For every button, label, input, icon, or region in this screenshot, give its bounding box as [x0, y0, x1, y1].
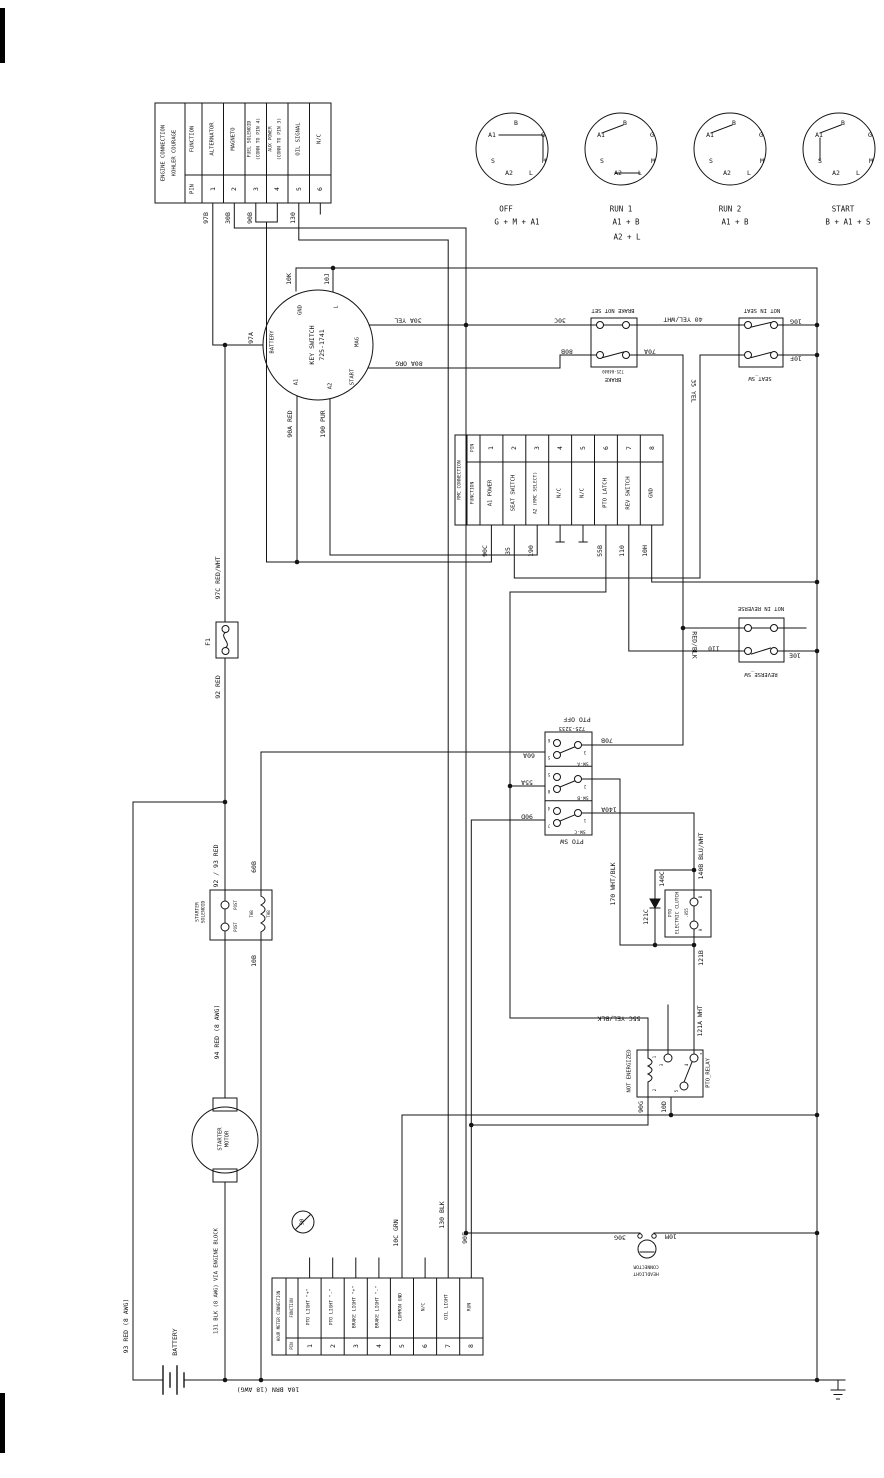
wire-label-131-blk: 131 BLK (8 AWG) VIA ENGINE BLOCK [213, 1228, 220, 1334]
reverse-switch [739, 618, 784, 662]
hour-meter-pin: 6 [420, 1344, 429, 1348]
clutch-name1: PTO [668, 908, 674, 918]
splice-90-label: 90 [299, 1218, 306, 1226]
legend-mode-label: RUN 2 [718, 204, 742, 214]
wire-label-90a-red: 90A RED [285, 410, 294, 438]
wire-label-10f: 10F [790, 354, 802, 363]
relay-terminal-plus: + [699, 1051, 703, 1056]
key-switch-terminal-battery: BATTERY [269, 330, 276, 354]
wire-label-30c: 30C [554, 316, 566, 325]
engine-table-title2: KOHLER COURAGE [171, 129, 178, 177]
pto-section-c: SW-C [574, 828, 586, 834]
pto-relay-state: NOT ENERGIZED [626, 1049, 633, 1093]
wire-label-35: 35 [503, 547, 512, 555]
wire-label-93-red: 93 RED (8 AWG) [121, 1298, 130, 1354]
wire-label-10b: 10B [249, 955, 258, 967]
brake-switch-name: BRAKE [604, 375, 622, 382]
pto-terminal: 6 [547, 738, 551, 743]
pto-switch-part: 725-3233 [558, 724, 586, 731]
rmc-pin: 1 [487, 446, 496, 450]
engine-function2: (CONN TO PIN 4) [256, 117, 262, 161]
legend-terminal-a2: A2 [832, 168, 840, 177]
relay-terminal-4: 4 [684, 1063, 689, 1067]
wire-label-30a-yel: 30A YEL [394, 316, 422, 325]
headlight-label2: CONNECTOR [633, 1263, 659, 1269]
brake-switch-caption: BRAKE NOT SET [591, 306, 635, 313]
page-edge-mark [0, 8, 5, 63]
rmc-pin: 3 [532, 446, 541, 450]
hour-meter-pin: 7 [443, 1344, 452, 1348]
engine-function: N/C [316, 134, 323, 144]
wire-label-121b: 121B [696, 950, 705, 966]
rmc-pin: 8 [647, 446, 656, 450]
rmc-function: REV SWITCH [625, 476, 632, 510]
engine-table-title1: ENGINE CONNECTION [160, 124, 167, 182]
legend-mode-line1: A1 + B [721, 217, 749, 227]
hour-meter-function: BRAKE LIGHT "-" [375, 1285, 381, 1329]
headlight-label1: HEADLIGHT [633, 1270, 659, 1276]
wire-label-92-red: 92 RED [213, 675, 222, 699]
wire-label-40-yelwht: 40 YEL/WHT [663, 315, 703, 324]
wire-label-80a-org: 80A ORG [395, 359, 423, 368]
starter-motor-label1: STARTER [217, 1127, 224, 1151]
engine-function: OIL SIGNAL [295, 122, 302, 156]
page-edge-mark [0, 1393, 5, 1453]
engine-pin: 2 [230, 187, 239, 191]
rmc-pin: 7 [624, 446, 633, 450]
pto-switch-caption: PTO OFF [563, 715, 591, 724]
key-switch-terminal-l: L [333, 305, 340, 309]
legend-terminal-g: G [650, 130, 654, 139]
starter-solenoid-label1: STARTER [195, 902, 201, 922]
hour-meter-pin: 5 [397, 1344, 406, 1348]
wire-label-90d: 90D [521, 812, 533, 821]
hour-meter-pin: 4 [374, 1344, 383, 1348]
wire-label-55c: 55C YEL/BLK [597, 1014, 641, 1023]
legend-terminal-m: M [651, 156, 655, 165]
rmc-pin: 6 [601, 446, 610, 450]
hour-meter-function: PTO LIGHT "+" [306, 1288, 312, 1326]
legend-terminal-s: S [600, 156, 604, 165]
wire-label-30g: 30G [614, 1233, 626, 1242]
junction-dots [223, 266, 820, 1383]
engine-table-pin-header: PIN [189, 184, 196, 194]
hour-meter-pin: 1 [305, 1344, 314, 1348]
engine-pin: 3 [251, 187, 260, 191]
wire-label-190: 190 [526, 545, 535, 557]
pto-relay-name: PTO_RELAY [705, 1058, 712, 1088]
pto-section-a: SW-A [577, 760, 589, 766]
wire-label-10d: 10D [659, 1101, 668, 1113]
wire-label-70b: 70B [601, 736, 613, 745]
starter-motor-label2: MOTOR [224, 1130, 231, 1148]
wire-label-121a: 121A WHT [695, 1005, 704, 1037]
legend-terminal-a1: A1 [597, 130, 605, 139]
brake-switch-part: 725-04040 [602, 369, 624, 374]
rmc-function: GND [647, 488, 654, 498]
engine-table-grid [155, 103, 331, 203]
relay-terminal-2: 2 [652, 1088, 657, 1092]
legend-terminal-a1: A1 [706, 130, 714, 139]
rmc-function: PTO LATCH [602, 478, 609, 508]
clutch-name2: ELECTRIC CLUTCH [675, 891, 681, 935]
relay-terminal-5: 5 [674, 1089, 679, 1093]
engine-function: FUEL SOLENOID [247, 120, 253, 158]
wire-label-90c: 90C [480, 545, 489, 557]
hour-meter-function: OIL LIGHT [444, 1294, 450, 1320]
wire-label-140c: 140C [657, 871, 666, 887]
rmc-function-header: FUNCTION [470, 481, 476, 505]
legend-terminal-a2: A2 [505, 168, 513, 177]
legend-terminal-l: L [856, 168, 860, 177]
rmc-table-title: RMC CONNECTION [457, 460, 463, 500]
key-switch-terminal-start: START [349, 368, 356, 386]
wire-label-94-red: 94 RED (8 AWG) [212, 1004, 221, 1060]
hour-meter-function: RUN [467, 1302, 473, 1312]
pto-terminal: 8 [547, 789, 551, 794]
rmc-pin: 4 [555, 446, 564, 450]
legend-terminal-g: G [759, 130, 763, 139]
legend-mode-line1: B + A1 + S [825, 217, 871, 227]
fuse-f1-label: F1 [203, 638, 212, 646]
wire-label-92-93-red: 92 / 93 RED [211, 844, 220, 888]
wire-label-red-blk: RED/BLK [690, 631, 699, 659]
wire-label-10k: 10K [284, 273, 293, 285]
pto-terminal: 2 [583, 784, 587, 789]
fuse-f1 [216, 622, 238, 658]
key-position-legend [476, 113, 875, 185]
key-switch-terminal-a2: A2 [327, 382, 334, 390]
pto-terminal: 5 [547, 772, 551, 777]
rmc-pin-header: PIN [470, 443, 476, 453]
hour-meter-pin: 2 [328, 1344, 337, 1348]
pto-terminal: 3 [583, 750, 587, 755]
rmc-function: A1 POWER [487, 479, 494, 507]
ground-symbol [831, 1390, 845, 1399]
solenoid-post-label: POST [233, 922, 238, 932]
hour-meter-function: BRAKE LIGHT "+" [352, 1285, 358, 1329]
wire-label-10a-brn: 10A BRN (18 AWG) [236, 1385, 300, 1394]
legend-terminal-s: S [709, 156, 713, 165]
wire-label-10c-grn: 10C GRN [391, 1219, 400, 1247]
legend-terminal-l: L [529, 168, 533, 177]
hour-meter-pin-header: PIN [289, 1342, 294, 1350]
engine-function: AUX POWER [268, 126, 274, 152]
pto-terminal: 1 [583, 818, 587, 823]
wire-label-170: 170 WHT/BLK [608, 862, 617, 906]
legend-terminal-m: M [760, 156, 764, 165]
wire-label-55b: 55B [595, 545, 604, 557]
seat-switch-caption: NOT IN SEAT [743, 306, 781, 313]
pto-section-b: SW-B [577, 794, 589, 800]
relay-terminal-1: 1 [652, 1055, 657, 1059]
legend-terminal-s: S [491, 156, 495, 165]
wire-label-10j: 10J [322, 273, 331, 285]
wire-label-140b: 140B BLU/WHT [696, 832, 705, 880]
key-switch-terminal-a1: A1 [293, 378, 300, 386]
legend-mode-line2: A2 + L [613, 232, 641, 242]
engine-pin: 1 [208, 187, 217, 191]
rmc-function: SEAT SWITCH [510, 474, 517, 512]
engine-function: MAGNETO [230, 127, 237, 151]
wire-label-140a: 140A [601, 805, 617, 814]
legend-terminal-a2: A2 [614, 168, 622, 177]
clutch-terminal-a: A [698, 928, 703, 932]
wire-label-70a: 70A [644, 347, 656, 356]
legend-mode-label: START [831, 204, 855, 214]
wire-label-35-yel: 35 YEL [689, 379, 698, 403]
legend-terminal-m: M [542, 156, 546, 165]
wire-label-90b: 90B [245, 212, 254, 224]
wire-label-60b: 60B [249, 861, 258, 873]
hour-meter-function-header: FUNCTION [289, 1298, 294, 1318]
rmc-function: A2 (RMC SELECT) [533, 471, 539, 515]
seat-switch [739, 318, 783, 367]
legend-terminal-a1: A1 [488, 130, 496, 139]
hour-meter-function: COMMON GND [398, 1292, 404, 1322]
legend-mode-line1: G + M + A1 [494, 217, 540, 227]
key-switch-title: KEY SWITCH [307, 325, 316, 365]
legend-terminal-b: B [623, 118, 627, 127]
legend-mode-label: OFF [499, 204, 513, 214]
engine-pin: 5 [294, 187, 303, 191]
wire-label-60a: 60A [523, 751, 535, 760]
wire-label-10g: 10G [790, 317, 802, 326]
hour-meter-title: HOUR METER CONNECTION [276, 1290, 281, 1342]
engine-pin: 4 [273, 187, 282, 191]
pto-terminal: 4 [547, 806, 551, 811]
wire-label-90g: 90G [636, 1101, 645, 1113]
hour-meter-pin: 8 [467, 1344, 476, 1348]
legend-terminal-g: G [541, 130, 545, 139]
rmc-function: N/C [556, 488, 563, 498]
wire-label-97b: 97B [201, 212, 210, 224]
solenoid-tab-label: TAB [249, 910, 254, 918]
relay-terminal-3: 3 [659, 1063, 664, 1067]
hour-meter-function: N/C [421, 1302, 427, 1312]
wire-label-190-pur: 190 PUR [318, 410, 327, 438]
engine-table-function-header: FUNCTION [189, 125, 196, 153]
engine-function: ALTERNATOR [209, 122, 216, 156]
legend-terminal-l: L [638, 168, 642, 177]
wire-label-10m: 10M [665, 1232, 677, 1241]
hour-meter-pin: 3 [351, 1344, 360, 1348]
pto-switch-name: PTO SW [560, 837, 584, 846]
engine-pin: 6 [316, 187, 325, 191]
legend-terminal-s: S [818, 156, 822, 165]
pto-terminal: 7 [547, 823, 551, 828]
legend-mode-label: RUN 1 [609, 204, 633, 214]
legend-terminal-m: M [869, 156, 873, 165]
battery-symbol [163, 1366, 184, 1394]
key-switch-part: 725-1741 [317, 329, 326, 361]
wire-label-97c: 97C RED/WHT [213, 556, 222, 600]
seat-switch-name: SEAT_SW [748, 374, 772, 381]
wire-label-55a: 55A [521, 778, 533, 787]
wire-label-110: 110 [618, 545, 627, 557]
key-switch-terminal-mag: MAG [354, 337, 361, 347]
solenoid-tab-label: TAB [266, 910, 271, 918]
wire-label-80b: 80B [561, 347, 573, 356]
starter-solenoid-label2: SOLENOID [201, 900, 207, 924]
key-switch-terminal-gnd: GND [297, 305, 304, 315]
clutch-terminal-b: B [698, 895, 703, 899]
headlight-connector [638, 1234, 656, 1258]
wires [133, 203, 845, 1390]
legend-terminal-a1: A1 [815, 130, 823, 139]
wire-label-10e: 10E [789, 651, 801, 660]
wire-label-110: 110 [708, 644, 720, 653]
rmc-pin: 2 [510, 446, 519, 450]
legend-terminal-b: B [841, 118, 845, 127]
solenoid-post-label: POST [233, 900, 238, 910]
pto-relay [637, 1050, 703, 1097]
reverse-switch-caption: NOT IN REVERSE [737, 604, 785, 611]
rmc-function: N/C [579, 488, 586, 498]
engine-function2: (CONN TO PIN 3) [277, 117, 283, 161]
battery-label: BATTERY [170, 1328, 179, 1356]
wire-label-130-blk: 130 BLK [437, 1201, 446, 1229]
legend-terminal-l: L [747, 168, 751, 177]
legend-terminal-b: B [514, 118, 518, 127]
wire-label-130: 130 [288, 212, 297, 224]
wire-label-121c: 121C [641, 909, 650, 925]
wire-label-30b: 30B [223, 212, 232, 224]
hour-meter-function: PTO LIGHT "-" [329, 1288, 335, 1326]
clutch-value: .055 [684, 908, 689, 918]
rmc-pin: 5 [578, 446, 587, 450]
reverse-switch-name: REVERSE_SW [744, 670, 778, 677]
legend-terminal-g: G [868, 130, 872, 139]
legend-terminal-a2: A2 [723, 168, 731, 177]
starter-solenoid [210, 890, 272, 940]
legend-terminal-b: B [732, 118, 736, 127]
legend-mode-line1: A1 + B [612, 217, 640, 227]
wire-label-90f: 90F [460, 1232, 469, 1244]
wire-label-97a: 97A [246, 332, 255, 344]
pto-terminal: 5 [547, 755, 551, 760]
wire-label-10h: 10H [641, 545, 650, 557]
